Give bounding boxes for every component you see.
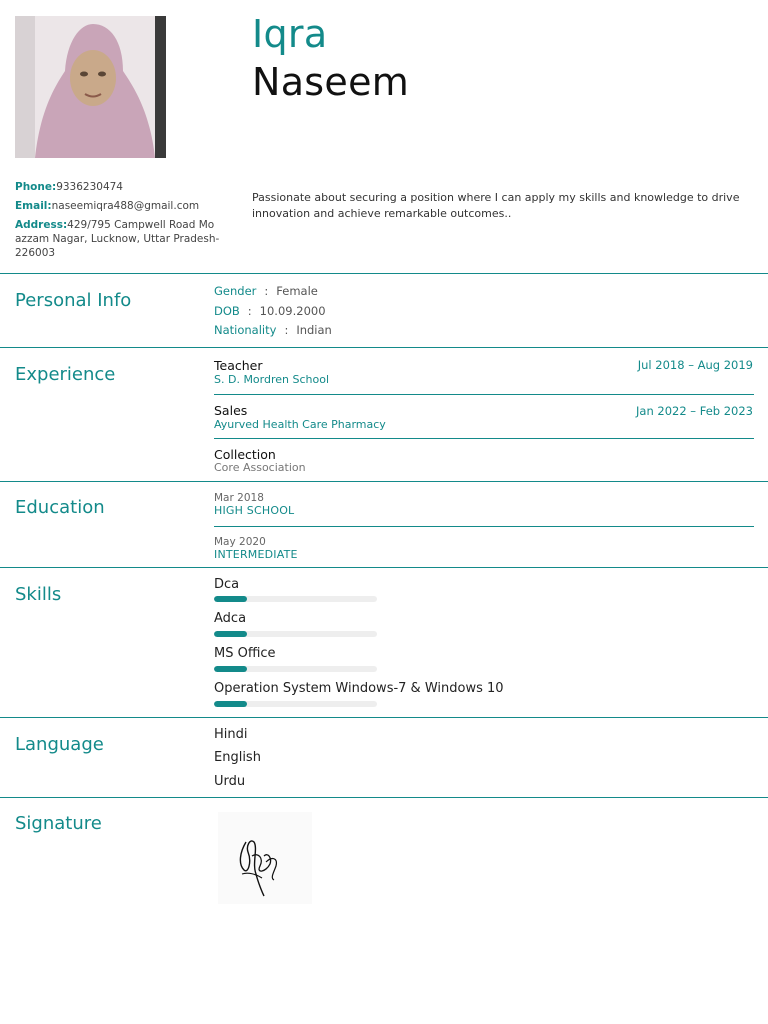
skill-level-bar (214, 666, 377, 672)
contact-address (15, 218, 220, 260)
separator: : (264, 284, 269, 298)
phone-label: Phone: (15, 181, 57, 193)
signature-image (218, 812, 312, 904)
gender-row (214, 284, 318, 298)
experience-org: Ayurved Health Care Pharmacy (214, 418, 386, 431)
address-value: 429/795 Campwell Road Moazzam Nagar, Lucknow, Uttar Pradesh-226003 (15, 219, 220, 259)
experience-title: Teacher (214, 358, 263, 373)
signature-scribble (218, 812, 312, 904)
skill-level-fill (214, 631, 247, 637)
section-divider (0, 273, 768, 274)
experience-org: S. D. Mordren School (214, 373, 330, 386)
section-title-signature: Signature (15, 813, 102, 834)
experience-title: Collection (214, 447, 276, 462)
entry-divider (214, 394, 754, 395)
skill-name: MS Office (214, 646, 276, 661)
education-name: HIGH SCHOOL (214, 504, 295, 517)
section-title-skills: Skills (15, 584, 62, 605)
experience-dates: Jan 2022 – Feb 2023 (636, 404, 753, 418)
skill-level-fill (214, 596, 247, 602)
email-value: naseemiqra488@gmail.com (51, 200, 200, 212)
first-name: Iqra (252, 12, 328, 56)
last-name: Naseem (252, 60, 410, 104)
skill-level-bar (214, 701, 377, 707)
experience-org: Core Association (214, 461, 306, 474)
address-label: Address: (15, 219, 68, 231)
experience-title: Sales (214, 403, 248, 418)
language-item: English (214, 750, 261, 765)
skill-name: Operation System Windows-7 & Windows 10 (214, 681, 504, 696)
dob-value: 10.09.2000 (259, 304, 326, 318)
gender-value: Female (276, 284, 318, 298)
skill-level-bar (214, 631, 377, 637)
section-title-language: Language (15, 734, 104, 755)
language-item: Hindi (214, 727, 248, 742)
language-item: Urdu (214, 774, 246, 789)
nationality-label: Nationality (214, 323, 277, 337)
entry-divider (214, 438, 754, 439)
skill-level-bar (214, 596, 377, 602)
section-divider (0, 797, 768, 798)
contact-block (15, 180, 220, 265)
section-title-personal-info: Personal Info (15, 290, 132, 311)
separator: : (284, 323, 289, 337)
contact-email (15, 199, 220, 213)
skill-level-fill (214, 666, 247, 672)
section-divider (0, 567, 768, 568)
entry-divider (214, 526, 754, 527)
section-title-education: Education (15, 497, 105, 518)
experience-dates: Jul 2018 – Aug 2019 (637, 358, 753, 372)
skill-level-fill (214, 701, 247, 707)
skill-name: Adca (214, 611, 247, 626)
skill-name: Dca (214, 577, 240, 592)
dob-label: DOB (214, 304, 240, 318)
nationality-row (214, 323, 332, 337)
section-title-experience: Experience (15, 364, 116, 385)
contact-phone (15, 180, 220, 194)
profile-summary: Passionate about securing a position where I can apply my skills and knowledge to drive innovation and achieve remarkable outcomes.. (252, 191, 740, 220)
nationality-value: Indian (296, 323, 332, 337)
section-divider (0, 717, 768, 718)
section-divider (0, 347, 768, 348)
phone-value: 9336230474 (56, 181, 123, 193)
gender-label: Gender (214, 284, 257, 298)
education-name: INTERMEDIATE (214, 548, 298, 561)
section-divider (0, 481, 768, 482)
separator: : (247, 304, 252, 318)
dob-row (214, 304, 326, 318)
email-label: Email: (15, 200, 52, 212)
education-date: Mar 2018 (214, 492, 264, 504)
profile-photo (15, 16, 166, 158)
profile-photo-illustration (15, 16, 166, 158)
education-date: May 2020 (214, 536, 266, 548)
